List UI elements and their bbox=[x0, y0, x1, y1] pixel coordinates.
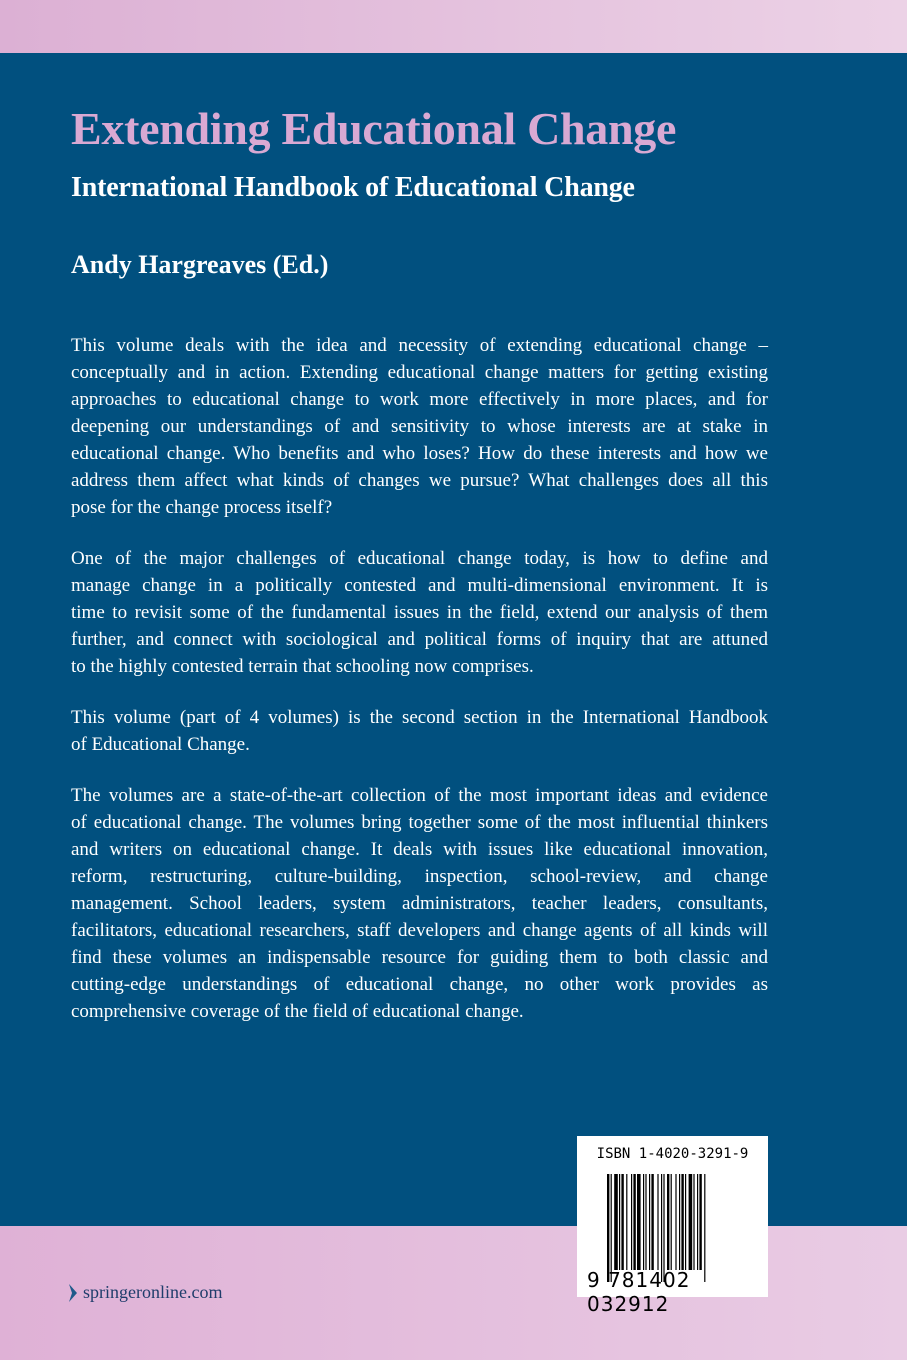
paragraph bbox=[71, 704, 768, 758]
text-line: approaches to educational change to work more effectively in more places, and for bbox=[71, 389, 768, 410]
barcode-bar bbox=[614, 1174, 618, 1270]
paragraph bbox=[71, 545, 768, 680]
barcode-bar bbox=[689, 1174, 693, 1270]
blurb bbox=[71, 332, 768, 1049]
text-line: find these volumes an indispensable resource for guiding them to both classic and bbox=[71, 947, 768, 968]
barcode-bar bbox=[699, 1174, 701, 1270]
barcode-bar bbox=[704, 1174, 705, 1282]
text-line: The volumes are a state-of-the-art collection of the most important ideas and evidence bbox=[71, 785, 768, 806]
text-line: manage change in a politically contested and multi-dimensional environment. It is bbox=[71, 575, 768, 596]
text-line: to the highly contested terrain that schooling now comprises. bbox=[71, 656, 534, 677]
barcode-bar bbox=[649, 1174, 650, 1270]
text-line: comprehensive coverage of the field of educational change. bbox=[71, 1001, 524, 1022]
book-subtitle: International Handbook of Educational Change bbox=[71, 172, 635, 203]
barcode-bar bbox=[681, 1174, 683, 1270]
barcode-bar bbox=[619, 1174, 620, 1270]
barcode-bar bbox=[675, 1174, 676, 1270]
website-text: springeronline.com bbox=[83, 1282, 223, 1302]
barcode-bar bbox=[661, 1174, 662, 1282]
barcode-bar bbox=[633, 1174, 635, 1270]
text-line: This volume (part of 4 volumes) is the second section in the International Handbook bbox=[71, 707, 768, 728]
isbn-label: ISBN 1-4020-3291-9 bbox=[596, 1146, 749, 1162]
barcode-bar bbox=[663, 1174, 664, 1282]
text-line: further, and connect with sociological and political forms of inquiry that are attuned bbox=[71, 629, 768, 650]
barcode-bar bbox=[679, 1174, 680, 1270]
barcode-bar bbox=[671, 1174, 672, 1270]
barcode-bar bbox=[685, 1174, 686, 1270]
website-link[interactable] bbox=[68, 1282, 222, 1303]
paragraph bbox=[71, 332, 768, 521]
text-line: and writers on educational change. It deals with issues like educational innovation, bbox=[71, 839, 768, 860]
text-line: management. School leaders, system administrators, teacher leaders, consultants, bbox=[71, 893, 768, 914]
barcode-bar bbox=[626, 1174, 627, 1270]
barcode-bar bbox=[697, 1174, 698, 1270]
barcode-bar bbox=[607, 1174, 609, 1282]
text-line: address them affect what kinds of changes we pursue? What challenges does all this bbox=[71, 470, 768, 491]
chevron-right-icon bbox=[68, 1283, 78, 1303]
text-line: cutting-edge understandings of educational change, no other work provides as bbox=[71, 974, 768, 995]
text-line: of Educational Change. bbox=[71, 734, 250, 755]
text-line: conceptually and in action. Extending educational change matters for getting existing bbox=[71, 362, 768, 383]
barcode-bar bbox=[667, 1174, 669, 1270]
text-line: educational change. Who benefits and who loses? How do these interests and how we bbox=[71, 443, 768, 464]
barcode-bar bbox=[643, 1174, 644, 1270]
book-author: Andy Hargreaves (Ed.) bbox=[71, 250, 329, 279]
text-line: This volume deals with the idea and necessity of extending educational change – bbox=[71, 335, 768, 356]
text-line: facilitators, educational researchers, staff developers and change agents of all kinds will bbox=[71, 920, 768, 941]
text-line: time to revisit some of the fundamental issues in the field, extend our analysis of them bbox=[71, 602, 768, 623]
text-line: reform, restructuring, culture-building, inspection, school-review, and change bbox=[71, 866, 768, 887]
text-line: pose for the change process itself? bbox=[71, 497, 333, 518]
barcode-bar bbox=[631, 1174, 632, 1270]
paragraph bbox=[71, 782, 768, 1025]
barcode-bar bbox=[637, 1174, 641, 1270]
barcode-bar bbox=[651, 1174, 653, 1270]
text-line: deepening our understandings of and sensitivity to whose interests are at stake in bbox=[71, 416, 768, 437]
text-line: One of the major challenges of educational change today, is how to define and bbox=[71, 548, 768, 569]
barcode-bar bbox=[611, 1174, 612, 1282]
ean-number: 9 781402 032912 bbox=[587, 1268, 691, 1316]
barcode-box bbox=[577, 1136, 768, 1316]
barcode-bar bbox=[693, 1174, 694, 1270]
book-title: Extending Educational Change bbox=[71, 103, 677, 154]
barcode-bar bbox=[621, 1174, 623, 1270]
barcode-bar bbox=[645, 1174, 646, 1270]
top-band bbox=[0, 0, 907, 53]
barcode-bar bbox=[657, 1174, 658, 1270]
text-line: of educational change. The volumes bring together some of the most influential thinkers bbox=[71, 812, 768, 833]
